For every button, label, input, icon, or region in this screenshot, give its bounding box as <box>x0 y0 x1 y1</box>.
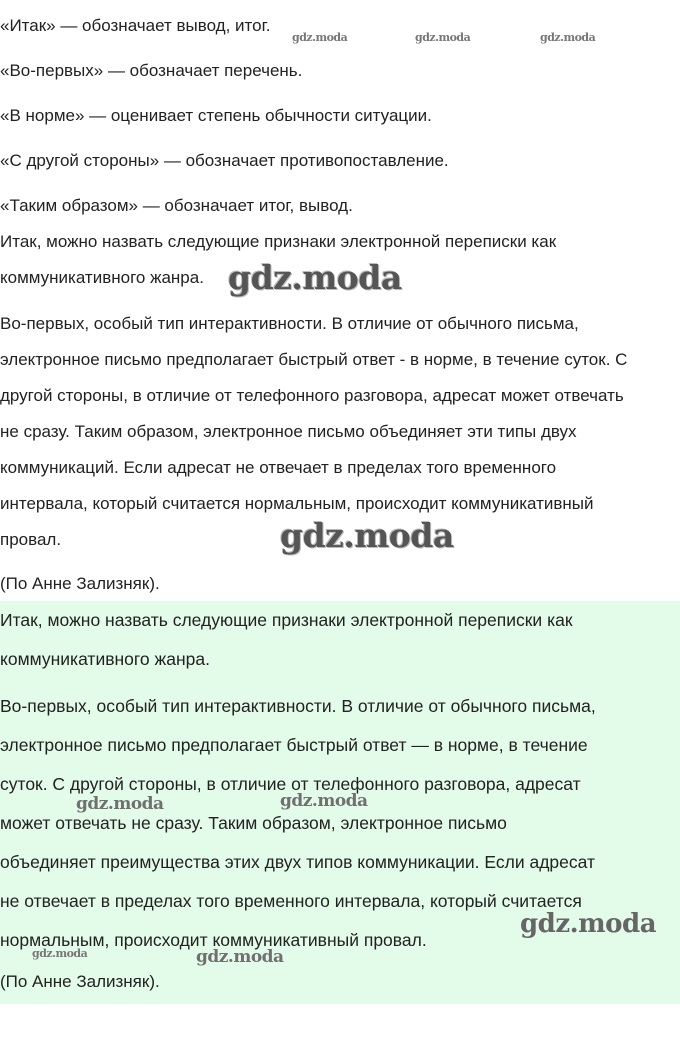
definition-line: «В норме» — оценивает степень обычности ситуации. <box>0 106 432 125</box>
answer-line: не отвечает в пределах того временного интервала, который считается <box>0 891 582 911</box>
text-line: коммуникативного жанра. <box>0 268 204 287</box>
answer-line: объединяет преимущества этих двух типов коммуникации. Если адресат <box>0 852 595 872</box>
text-line: провал. <box>0 530 62 549</box>
watermark: gdz.moda <box>540 31 596 44</box>
text-line: Во-первых, особый тип интерактивности. В отличие от обычного письма, <box>0 314 579 333</box>
answer-line: электронное письмо предполагает быстрый ответ — в норме, в течение <box>0 735 588 755</box>
watermark: gdz.moda <box>280 516 454 555</box>
text-line: другой стороны, в отличие от телефонного разговора, адресат может отвечать <box>0 386 624 405</box>
answer-line: суток. С другой стороны, в отличие от телефонного разговора, адресат <box>0 774 581 794</box>
text-line: не сразу. Таким образом, электронное письмо объединяет эти типы двух <box>0 422 577 441</box>
definition-line: «Во-первых» — обозначает перечень. <box>0 61 303 80</box>
watermark: gdz.moda <box>280 791 368 811</box>
watermark: gdz.moda <box>228 258 402 297</box>
answer-line: коммуникативного жанра. <box>0 649 210 669</box>
watermark: gdz.moda <box>520 909 657 939</box>
definition-line: «Итак» — обозначает вывод, итог. <box>0 16 271 35</box>
watermark: gdz.moda <box>415 31 471 44</box>
answer-line: Итак, можно назвать следующие признаки электронной переписки как <box>0 610 573 630</box>
definition-line: «С другой стороны» — обозначает противопоставление. <box>0 151 449 170</box>
watermark: gdz.moda <box>196 947 284 967</box>
source-citation: (По Анне Зализняк). <box>0 972 160 991</box>
answer-line: нормальным, происходит коммуникативный провал. <box>0 930 427 950</box>
text-line: Итак, можно назвать следующие признаки электронной переписки как <box>0 232 557 251</box>
answer-line: Во-первых, особый тип интерактивности. В отличие от обычного письма, <box>0 696 596 716</box>
source-citation: (По Анне Зализняк). <box>0 574 160 593</box>
answer-line: может отвечать не сразу. Таким образом, электронное письмо <box>0 813 507 833</box>
text-line: электронное письмо предполагает быстрый ответ - в норме, в течение суток. С <box>0 350 628 369</box>
watermark: gdz.moda <box>76 794 164 814</box>
text-line: интервала, который считается нормальным, происходит коммуникативный <box>0 494 594 513</box>
watermark: gdz.moda <box>32 947 88 960</box>
answer-block <box>0 601 680 1004</box>
text-line: коммуникаций. Если адресат не отвечает в пределах того временного <box>0 458 557 477</box>
definition-line: «Таким образом» — обозначает итог, вывод. <box>0 196 353 215</box>
watermark: gdz.moda <box>292 31 348 44</box>
